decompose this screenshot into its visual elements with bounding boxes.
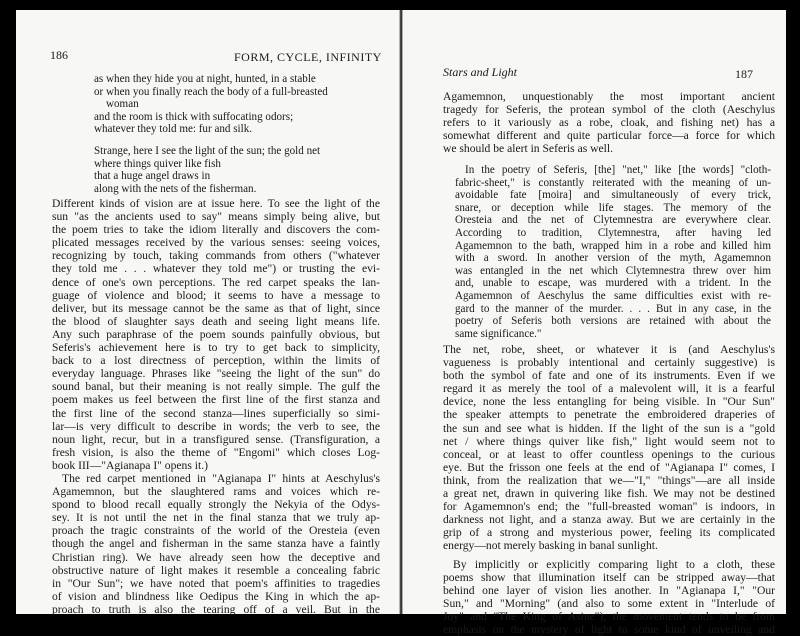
book-spread: [16, 10, 786, 614]
poem-excerpt: [94, 73, 356, 195]
text-line: regard it as merely the tool of a malevolent will, it is a fearful: [443, 382, 775, 395]
left-body-text: [52, 197, 380, 616]
poem-line: that a huge angel draws in: [94, 170, 356, 183]
text-line: everyday language. Phrases like "seeing the light of the sun" do: [52, 367, 380, 380]
right-body-text-continued: [443, 343, 775, 636]
quote-line: poetry of Seferis both versions are retained with about the: [455, 315, 771, 328]
paragraph: [443, 343, 775, 553]
quote-line: In the poetry of Seferis, [the] "net," like [the words] "cloth-: [455, 164, 771, 177]
quote-line: and, unable to escape, was murdered with a trident. In the: [455, 277, 771, 290]
text-line: of vision and blindness like Oedipus the King in which the ap-: [52, 590, 380, 603]
text-line: a great net, drawn in quivering like fish. We may not be destined: [443, 487, 775, 500]
quote-line: was entangled in the net which Clytemnestra threw over him: [455, 265, 771, 278]
poem-line: and the room is thick with suffocating odors;: [94, 111, 356, 124]
text-line: think, from the realization that we—"I," "things"—are all inside: [443, 474, 775, 487]
text-line: plicated messages received by the various senses: seeing voices,: [52, 236, 380, 249]
poem-line: Strange, here I see the light of the sun; the gold net: [94, 145, 356, 158]
quote-line: snare, or deception while life stages. The memory of the: [455, 202, 771, 215]
quote-line: Agamemnon of Aeschylus the same difficulties exist with re-: [455, 290, 771, 303]
text-line: the blood of slaughter says death and seeing light means life.: [52, 315, 380, 328]
text-line: The net, robe, sheet, or whatever it is (and Aeschylus's: [443, 343, 775, 356]
right-body-text: [443, 90, 775, 155]
text-line: proach to truth is also the tearing off of a veil. But in the: [52, 603, 380, 616]
text-line: eye. But the frisson one feels at the end of "Agianapa I" comes, I: [443, 461, 775, 474]
text-line: poems show that illumination itself can be stripped away—that: [443, 571, 775, 584]
text-line: obstructive nature of light makes it resemble a concealing fabric: [52, 564, 380, 577]
text-line: refers to it variously as a robe, cloak, and fishing net) has a: [443, 116, 775, 129]
text-line: noun light, recur, but in a transfigured sense. (Transfiguration, a: [52, 433, 380, 446]
text-line: emphasis on the mystery of light to some kind of unveiling and: [443, 623, 775, 636]
poem-stanza-2: [94, 145, 356, 195]
text-line: somewhat different and quite particular force—a force for which: [443, 129, 775, 142]
paragraph: [52, 197, 380, 472]
text-line: Different kinds of vision are at issue here. To see the light of the: [52, 197, 380, 210]
text-line: though the angel and fisherman in the same stanza have a faintly: [52, 537, 380, 550]
text-line: poem makes us feel between the first line of the first stanza and: [52, 393, 380, 406]
text-line: recognizing by touch, taking commands from others ("whatever: [52, 249, 380, 262]
quote-line: fabric-sheet," is constantly reiterated with the meaning of un-: [455, 177, 771, 190]
paragraph: [52, 472, 380, 616]
quote-line: same significance.": [455, 328, 771, 341]
left-running-head: FORM, CYCLE, INFINITY: [234, 50, 382, 64]
paragraph: [443, 558, 775, 636]
left-page: [16, 10, 399, 614]
text-line: By implicitly or explicitly comparing light to a cloth, these: [443, 558, 775, 571]
text-line: The red carpet mentioned in "Agianapa I" hints at Aeschylus's: [52, 472, 380, 485]
text-line: in "Our Sun"; we have noted that poem's affinities to tragedies: [52, 577, 380, 590]
poem-stanza-1: [94, 73, 356, 136]
text-line: sun "as the ancients used to say" means simply being alive, but: [52, 210, 380, 223]
text-line: deliver, but its message cannot be the same as that of light, since: [52, 302, 380, 315]
text-line: tragedy for Seferis, the protean symbol of the cloth (Aeschylus: [443, 103, 775, 116]
text-line: behind one layer of vision lies another. In "Agianapa I," "Our: [443, 584, 775, 597]
text-line: the sun and see what is hidden. If the light of the sun is a "gold: [443, 422, 775, 435]
text-line: Agamemnon, unquestionably the most important ancient: [443, 90, 775, 103]
text-line: Christian ring). We have already seen how the deceptive and: [52, 551, 380, 564]
text-line: they told me . . . whatever they told me") or trusting the evi-: [52, 262, 380, 275]
poem-line: or when you finally reach the body of a full-breasted: [94, 86, 356, 99]
text-line: proach the tragic constraints of the world of the Oresteia (even: [52, 524, 380, 537]
poem-line: as when they hide you at night, hunted, in a stable: [94, 73, 356, 86]
quote-line: with a sword. In another version of the myth, Agamemnon: [455, 252, 771, 265]
text-line: spond to blood recall equally strongly the Nekyia of the Odys-: [52, 498, 380, 511]
quote-line: avoidable fate [moira] and simultaneously of every trick,: [455, 189, 771, 202]
text-line: sey. It is not until the net in the final stanza that we truly ap-: [52, 511, 380, 524]
text-line: fresh vision, is also the theme of "Engomi" which closes Log-: [52, 446, 380, 459]
text-line: for Agamemnon's end; the "full-breasted woman" is indoors, in: [443, 500, 775, 513]
text-line: darkness not light, and a stanza away. But we are certainly in the: [443, 513, 775, 526]
block-quotation: [455, 164, 771, 340]
text-line: Joy" and "The King of Asine"), the movement tends to be from: [443, 610, 775, 623]
text-line: energy—not merely basking in banal sunlight.: [443, 539, 775, 552]
text-line: the speaker attempts to penetrate the embroidered draperies of: [443, 408, 775, 421]
poem-line: whatever they told me: fur and silk.: [94, 123, 356, 136]
text-line: the poem tries to take the idiom literally and discovers the com-: [52, 223, 380, 236]
text-line: guage of violence and blood; it seems to have a message to: [52, 289, 380, 302]
text-line: back to a lost directness of perception, within the limits of: [52, 354, 380, 367]
right-page: [403, 10, 786, 614]
text-line: dence of one's own perceptions. The red carpet speaks the lan-: [52, 276, 380, 289]
right-running-head: Stars and Light: [443, 65, 517, 79]
text-line: device, none the less entangling for being visible. In "Our Sun": [443, 395, 775, 408]
text-line: we should be alert in Seferis as well.: [443, 142, 775, 155]
poem-line: woman: [94, 98, 356, 111]
left-page-number: 186: [50, 48, 68, 62]
text-line: book III—"Agianapa I" opens it.): [52, 459, 380, 472]
text-line: Sun," and "Morning" (and also to some extent in "Interlude of: [443, 597, 775, 610]
text-line: net / where things quiver like fish," light would seem not to: [443, 435, 775, 448]
quote-line: Agamemnon to the bath, wrapped him in a robe and killed him: [455, 240, 771, 253]
text-line: Any such paraphrase of the poem sounds painfully obvious, but: [52, 328, 380, 341]
quote-line: gard to the manner of the murder. . . . But in any case, in the: [455, 303, 771, 316]
text-line: Agamemnon, but the slaughtered rams and voices which re-: [52, 485, 380, 498]
right-page-number: 187: [735, 67, 753, 81]
text-line: both the symbol of fate and one of its instruments. Even if we: [443, 369, 775, 382]
text-line: Seferis's achievement here is to try to get back to simplicity,: [52, 341, 380, 354]
quote-line: Oresteia and the net of Clytemnestra are everywhere clear.: [455, 214, 771, 227]
text-line: the first line of the second stanza—lines superficially so simi-: [52, 407, 380, 420]
text-line: sound banal, but their meaning is not really simple. The gulf the: [52, 380, 380, 393]
paragraph: [443, 90, 775, 155]
text-line: conceal, or at least to offer countless openings to the curious: [443, 448, 775, 461]
text-line: lar—is very difficult to describe in words; the verb to see, the: [52, 420, 380, 433]
text-line: vagueness is probably intentional and certainly suggestive) is: [443, 356, 775, 369]
poem-line: along with the nets of the fisherman.: [94, 183, 356, 196]
text-line: grip of a strong and mysterious power, feeling its complicated: [443, 526, 775, 539]
quote-line: According to tradition, Clytemnestra, after having led: [455, 227, 771, 240]
poem-line: where things quiver like fish: [94, 158, 356, 171]
